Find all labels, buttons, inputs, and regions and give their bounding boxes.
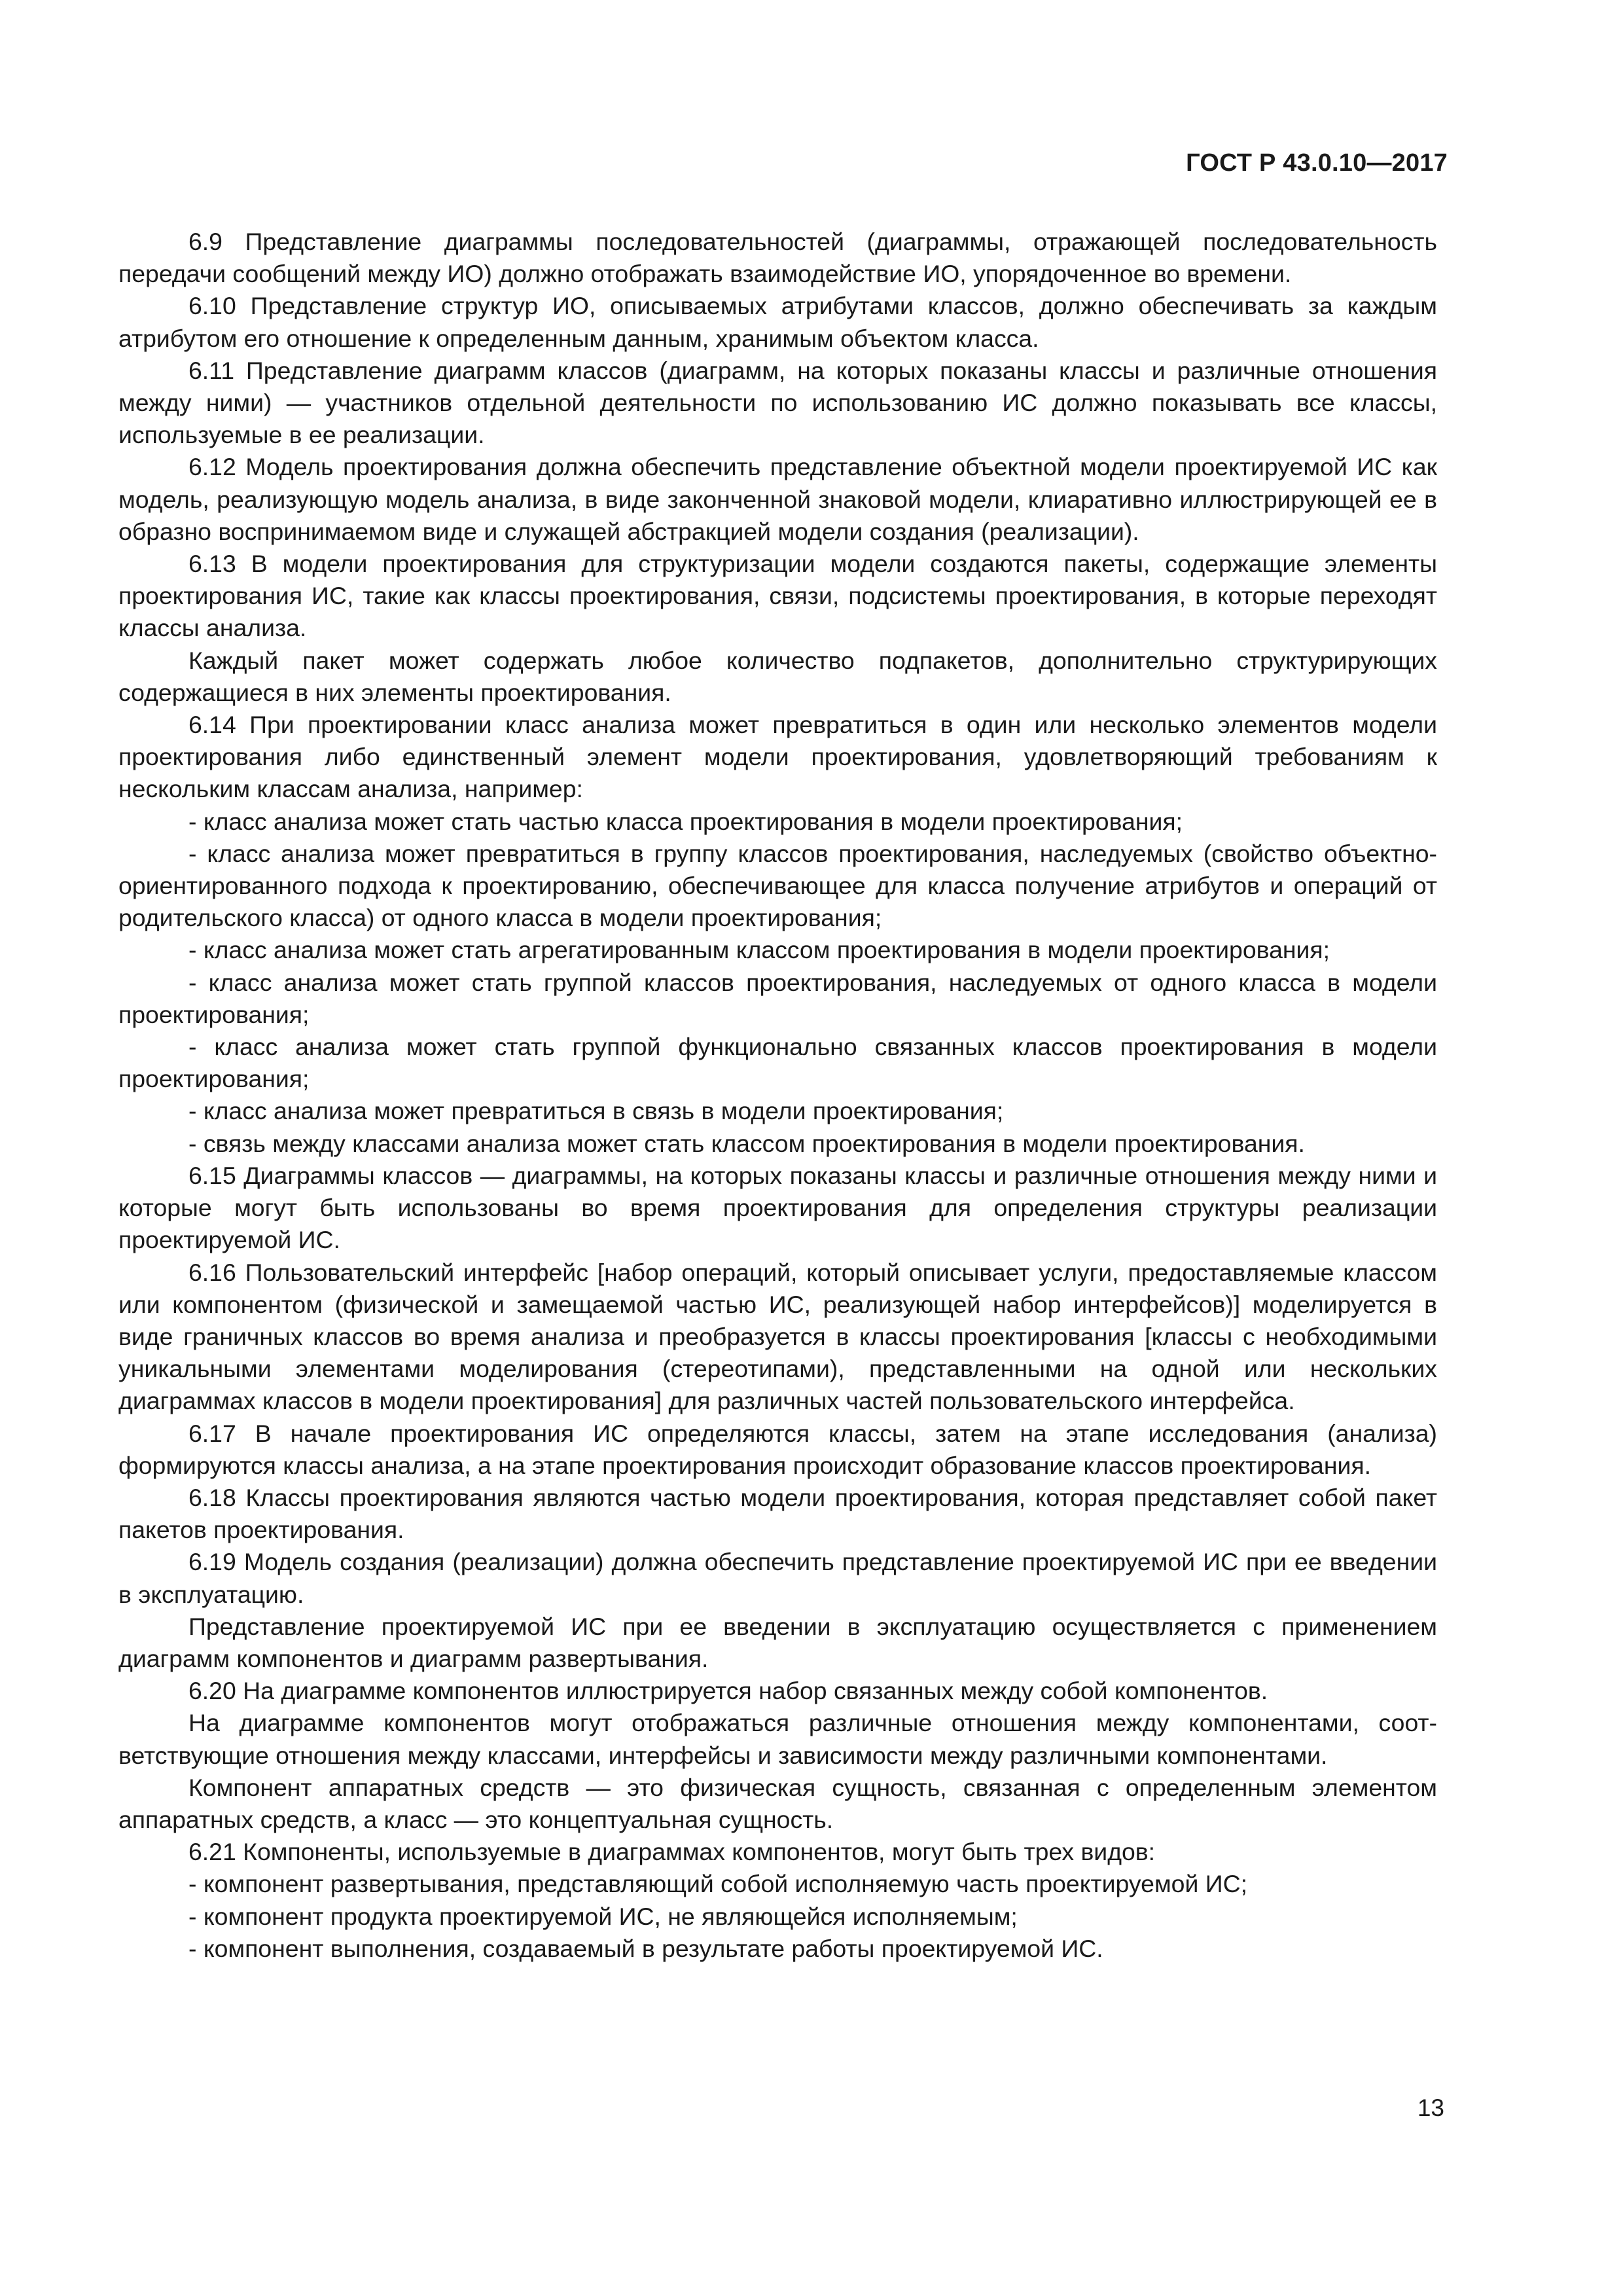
page-number: 13 bbox=[1417, 2094, 1444, 2121]
paragraph-6-13-packages: Каждый пакет может содержать любое количество подпакетов, дополнительно структурирующих содержащиеся в них элементы проектирования. bbox=[118, 646, 1437, 706]
list-item: - компонент продукта проектируемой ИС, не являющейся исполняемым; bbox=[188, 1902, 1018, 1930]
list-item: - компонент выполнения, создаваемый в результате работы проектируемой ИС. bbox=[188, 1934, 1103, 1962]
paragraph-6-19-deployment: Представление проектируемой ИС при ее введении в эксплуатацию осуществляется с применением диаграмм компонентов и диаграмм развертывания. bbox=[118, 1612, 1437, 1672]
paragraph-6-20: 6.20 На диаграмме компонентов иллюстрируется набор связанных между собой компонентов. bbox=[188, 1677, 1268, 1705]
paragraph-6-9: 6.9 Представление диаграммы последовательностей (диаграммы, отражающей последовательность передачи сообщений между ИО) должно отображать взаимодействие ИО, упорядоченное во времени. bbox=[118, 228, 1437, 288]
paragraph-6-20-hardware: Компонент аппаратных средств — это физическая сущность, связанная с определенным элементом аппаратных средств, а класс — это концептуальная сущность. bbox=[118, 1773, 1437, 1833]
list-item: - класс анализа может стать частью класса проектирования в модели проектирования; bbox=[188, 807, 1183, 835]
list-item: - связь между классами анализа может стать классом проектирования в модели проектирования. bbox=[188, 1129, 1305, 1157]
paragraph-6-18: 6.18 Классы проектирования являются частью модели проектирования, которая представляет собой пакет пакетов проектирования. bbox=[118, 1483, 1437, 1544]
paragraph-6-15: 6.15 Диаграммы классов — диаграммы, на которых показаны классы и различные отношения между ними и которые могут быть использованы во время проектирования для определения структуры реализации проектируемой ИС. bbox=[118, 1161, 1437, 1254]
list-item: - компонент развертывания, представляющий собой исполняемую часть проектируемой ИС; bbox=[188, 1870, 1247, 1898]
list-item: - класс анализа может превратиться в связь в модели проектирования; bbox=[188, 1097, 1004, 1125]
paragraph-6-20-relations: На диаграмме компонентов могут отображаться различные отношения между компонентами, соответствующие отношения между классами, интерфейсы и зависимости между различными компонентами. bbox=[118, 1709, 1437, 1769]
paragraph-6-14: 6.14 При проектировании класс анализа может превратиться в один или несколько элементов модели проектирования либо единственный элемент модели проектирования, удовлетворяющий требованиям к нескольким классам анализа, например: bbox=[118, 711, 1437, 803]
document-body bbox=[118, 226, 1437, 1965]
list-item: - класс анализа может стать группой классов проектирования, наследуемых от одного класса в модели проектирования; bbox=[118, 968, 1437, 1028]
paragraph-6-19: 6.19 Модель создания (реализации) должна обеспечить представление проектируемой ИС при ее введении в эксплуатацию. bbox=[118, 1548, 1437, 1608]
paragraph-6-13: 6.13 В модели проектирования для структуризации модели создаются пакеты, содержащие элементы проектирования ИС, такие как классы проектирования, связи, подсистемы проектирования, в которые переходят классы анализа. bbox=[118, 550, 1437, 642]
paragraph-6-16: 6.16 Пользовательский интерфейс [набор операций, который описывает услуги, предоставляемые классом или компонентом (физической и замещаемой частью ИС, реализующей набор интерфейсов)] моделируется в виде граничных классов во время анализа и преобразуется в классы проектирования [классы с необходимыми уникальными элементами моделирования (стереотипами), представленными на одной или нескольких диаграммах классов в модели проектирования] для различных частей пользовательского интерфейса. bbox=[118, 1258, 1437, 1415]
paragraph-6-17: 6.17 В начале проектирования ИС определяются классы, затем на этапе исследования (анализа) формируются классы анализа, а на этапе проектирования происходит образование классов проектирования. bbox=[118, 1419, 1437, 1479]
list-item: - класс анализа может превратиться в группу классов проектирования, наследуемых (свойство объектно-ориентированного подхода к проектированию, обеспечивающее для класса получение атрибутов и операций от родительского класса) от одного класса в модели проектирования; bbox=[118, 839, 1437, 932]
paragraph-6-11: 6.11 Представление диаграмм классов (диаграмм, на которых показаны классы и различные отношения между ними) — участников отдельной деятельности по использованию ИС должно показывать все классы, используемые в ее реализации. bbox=[118, 356, 1437, 449]
document-designation: ГОСТ Р 43.0.10—2017 bbox=[1186, 149, 1448, 177]
paragraph-6-21: 6.21 Компоненты, используемые в диаграммах компонентов, могут быть трех видов: bbox=[188, 1838, 1156, 1866]
paragraph-6-10: 6.10 Представление структур ИО, описываемых атрибутами классов, должно обеспечивать за каждым атрибутом его отношение к определенным данным, хранимым объектом класса. bbox=[118, 292, 1437, 352]
paragraph-6-12: 6.12 Модель проектирования должна обеспечить представление объектной модели проектируемой ИС как модель, реализующую модель анализа, в виде законченной знаковой модели, клиаративно иллюстрирующей ее в образно воспринимаемом виде и служащей абстракцией модели создания (реализации). bbox=[118, 453, 1437, 545]
list-item: - класс анализа может стать агрегатированным классом проектирования в модели проектирования; bbox=[188, 936, 1330, 964]
list-item: - класс анализа может стать группой функционально связанных классов проектирования в модели проектирования; bbox=[118, 1033, 1437, 1093]
